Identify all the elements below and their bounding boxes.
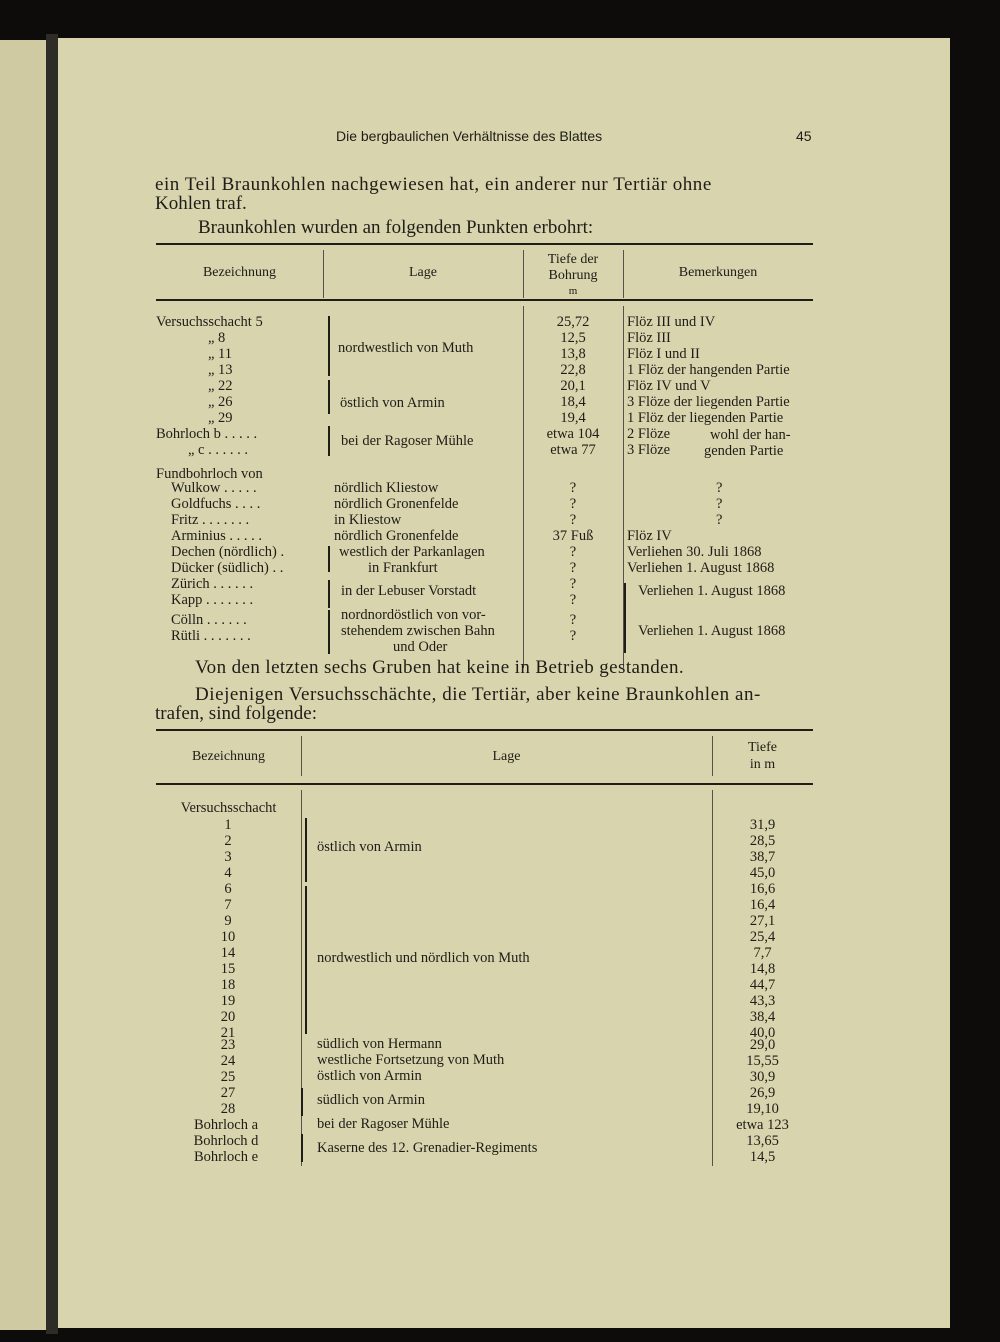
t2-row-tiefe: 38,4 [749, 1009, 776, 1025]
t2-row-name: 27 [220, 1085, 236, 1101]
t1-row-name: „ c . . . . . . [188, 442, 248, 458]
t1-header-tiefe-1: Tiefe der [547, 252, 599, 267]
t2-row-name: 3 [224, 849, 232, 865]
intro-line-1: ein Teil Braunkohlen nachgewiesen hat, ein anderer nur Tertiär ohne [155, 174, 712, 195]
t1-row-name: Dücker (südlich) . . [171, 560, 284, 576]
t2-row-tiefe: 19,10 [746, 1101, 779, 1117]
t2-row-name: 7 [224, 897, 232, 913]
t1-row-tiefe: 12,5 [560, 330, 586, 346]
page-number: 45 [796, 128, 812, 144]
t2-row-tiefe: 14,8 [749, 961, 776, 977]
t1-row-bemerkung: Verliehen 1. August 1868 [627, 560, 775, 576]
t1-lage-arminius: nördlich Gronenfelde [334, 528, 459, 544]
t2-row-name: 21 [220, 1025, 236, 1041]
t1-row-bemerkung: Verliehen 30. Juli 1868 [627, 544, 762, 560]
t2-row-name: Bohrloch d [193, 1133, 259, 1149]
t1-row-name: „ 22 [208, 378, 233, 394]
t2-header-lage: Lage [492, 749, 521, 764]
t2-lage-fortsetzung: westliche Fortsetzung von Muth [317, 1052, 505, 1068]
t2-row-name: 15 [220, 961, 236, 977]
t2-row-name: 19 [220, 993, 236, 1009]
t1-bem-floeze-1: wohl der han- [710, 427, 791, 443]
t1-row-name: Fundbohrloch von [156, 466, 263, 482]
t1-header-bezeichnung: Bezeichnung [202, 265, 277, 280]
t2-row-tiefe: 7,7 [753, 945, 772, 961]
t2-lage-suedarmin: südlich von Armin [317, 1092, 425, 1108]
t2-header-tiefe-1: Tiefe [747, 740, 778, 755]
t1-row-bemerkung: Flöz III [627, 330, 671, 346]
t2-row-tiefe: 43,3 [749, 993, 776, 1009]
t2-row-tiefe: 26,9 [749, 1085, 776, 1101]
running-header: Die bergbaulichen Verhältnisse des Blattes [336, 128, 603, 144]
t2-row-tiefe: 15,55 [746, 1053, 779, 1069]
t1-row-name: Cölln . . . . . . [171, 612, 247, 628]
t1-lage-duecker: in Frankfurt [368, 560, 438, 576]
book-spine [46, 34, 58, 1334]
t1-lage-coelln-2: stehendem zwischen Bahn [341, 623, 495, 639]
middle-line-1: Von den letzten sechs Gruben hat keine in Betrieb gestanden. [195, 657, 685, 678]
t2-row-name: 10 [220, 929, 236, 945]
t2-row-name: 9 [224, 913, 232, 929]
t1-lage-ragoser: bei der Ragoser Mühle [341, 433, 474, 449]
t2-row-name: 18 [220, 977, 236, 993]
t1-row-name: Arminius . . . . . [171, 528, 263, 544]
t2-row-tiefe: 40,0 [749, 1025, 776, 1041]
t1-row-tiefe: ? [569, 512, 577, 528]
t1-row-tiefe: 19,4 [560, 410, 586, 426]
t1-row-name: Kapp . . . . . . . [171, 592, 254, 608]
t1-row-bemerkung: 2 Flöze [627, 426, 671, 442]
t1-row-tiefe: ? [569, 628, 577, 644]
t1-lage-coelln-3: und Oder [393, 639, 448, 655]
t1-row-name: „ 13 [208, 362, 233, 378]
t2-row-name: 2 [224, 833, 232, 849]
t2-row-tiefe: 31,9 [749, 817, 776, 833]
t1-row-tiefe: ? [569, 576, 577, 592]
t1-row-bemerkung: Flöz IV [627, 528, 672, 544]
t1-row-tiefe: ? [569, 480, 577, 496]
t2-row-name: 28 [220, 1101, 236, 1117]
t1-lage-goldfuchs: nördlich Gronenfelde [334, 496, 459, 512]
t1-row-bemerkung: Flöz IV und V [627, 378, 711, 394]
t1-lage-coelln-1: nordnordöstlich von vor- [341, 607, 486, 623]
t2-header-tiefe-2: in m [749, 757, 776, 772]
t1-header-lage: Lage [409, 265, 437, 280]
t2-lage-hermann: südlich von Hermann [317, 1036, 442, 1052]
t1-row-name: „ 11 [208, 346, 233, 362]
t1-row-name: Rütli . . . . . . . [171, 628, 251, 644]
middle-line-2: Diejenigen Versuchsschächte, die Tertiär, aber keine Braunkohlen an- [195, 684, 761, 705]
t2-row-tiefe: 29,0 [749, 1037, 776, 1053]
t2-lage-kaserne: Kaserne des 12. Grenadier-Regiments [317, 1140, 538, 1156]
t2-row-name: Bohrloch a [193, 1117, 259, 1133]
t2-lage-armin-25: östlich von Armin [317, 1068, 422, 1084]
t1-row-bemerkung: Flöz III und IV [627, 314, 716, 330]
t1-lage-armin: östlich von Armin [340, 395, 445, 411]
t2-row-name: 25 [220, 1069, 236, 1085]
t1-row-tiefe: etwa 104 [546, 426, 600, 442]
t1-row-bemerkung: ? [716, 480, 723, 496]
t2-lage-ragoser: bei der Ragoser Mühle [317, 1116, 450, 1132]
t1-lage-wulkow: nördlich Kliestow [334, 480, 439, 496]
t1-header-tiefe-unit: m [568, 285, 578, 297]
t1-row-tiefe: etwa 77 [550, 442, 596, 458]
t2-header-bezeichnung: Bezeichnung [191, 749, 266, 764]
t2-row-name: 1 [224, 817, 232, 833]
t2-title-row: Versuchsschacht [180, 800, 277, 816]
t1-row-tiefe: ? [569, 612, 577, 628]
t1-row-name: Fritz . . . . . . . [171, 512, 250, 528]
middle-line-3: trafen, sind folgende: [155, 703, 317, 724]
t1-row-tiefe: 25,72 [556, 314, 590, 330]
t1-row-tiefe: ? [569, 496, 577, 512]
t2-row-tiefe: 45,0 [749, 865, 776, 881]
t1-lage-dechen: westlich der Parkanlagen [339, 544, 485, 560]
t2-row-name: 24 [220, 1053, 236, 1069]
t1-row-name: Zürich . . . . . . [171, 576, 254, 592]
t1-row-name: „ 29 [208, 410, 233, 426]
t1-lage-muth: nordwestlich von Muth [338, 340, 474, 356]
t2-row-tiefe: 16,4 [749, 897, 776, 913]
t1-row-tiefe: 22,8 [560, 362, 586, 378]
t2-lage-armin: östlich von Armin [317, 839, 422, 855]
t1-row-name: „ 8 [208, 330, 226, 346]
t1-lage-fritz: in Kliestow [334, 512, 402, 528]
t1-row-tiefe: 20,1 [560, 378, 586, 394]
facing-page-edge [0, 40, 49, 1330]
t1-row-tiefe: 37 Fuß [552, 528, 594, 544]
t2-row-name: Bohrloch e [193, 1149, 259, 1165]
t2-row-tiefe: 16,6 [749, 881, 776, 897]
intro-line-2: Kohlen traf. [155, 193, 247, 214]
t1-row-bemerkung: ? [716, 496, 723, 512]
t2-row-tiefe: 44,7 [749, 977, 776, 993]
t2-row-tiefe: 27,1 [749, 913, 776, 929]
t1-row-bemerkung: Flöz I und II [627, 346, 700, 362]
t2-row-name: 6 [224, 881, 232, 897]
t1-row-bemerkung: 1 Flöz der hangenden Partie [627, 362, 790, 378]
t2-row-name: 20 [220, 1009, 236, 1025]
t2-row-tiefe: 25,4 [749, 929, 776, 945]
t1-lage-zuerich: in der Lebuser Vorstadt [341, 583, 477, 599]
t1-header-tiefe-2: Bohrung [548, 268, 598, 283]
t1-row-bemerkung: 1 Flöz der liegenden Partie [627, 410, 784, 426]
t1-header-bemerkungen: Bemerkungen [678, 265, 758, 280]
t2-row-tiefe: 13,65 [746, 1133, 779, 1149]
t1-row-bemerkung: 3 Flöze [627, 442, 671, 458]
t2-lage-muth: nordwestlich und nördlich von Muth [317, 950, 530, 966]
t2-row-tiefe: etwa 123 [736, 1117, 789, 1133]
t1-row-bemerkung: ? [716, 512, 723, 528]
t1-row-name: „ 26 [208, 394, 233, 410]
t2-row-tiefe: 14,5 [749, 1149, 776, 1165]
t2-row-name: 14 [220, 945, 236, 961]
t1-row-tiefe: ? [569, 560, 577, 576]
t1-row-tiefe: ? [569, 544, 577, 560]
t1-row-tiefe: 18,4 [560, 394, 586, 410]
t1-row-tiefe: 13,8 [560, 346, 586, 362]
t1-row-name: Wulkow . . . . . [171, 480, 257, 496]
t2-row-name: 4 [224, 865, 232, 881]
t1-row-tiefe: ? [569, 592, 577, 608]
t2-row-tiefe: 28,5 [749, 833, 776, 849]
t2-row-tiefe: 30,9 [749, 1069, 776, 1085]
t1-bem-floeze-2: genden Partie [704, 443, 784, 459]
t1-row-name: Bohrloch b . . . . . [156, 426, 258, 442]
t1-row-bemerkung: 3 Flöze der liegenden Partie [627, 394, 790, 410]
book-page [58, 38, 950, 1328]
t1-bem-zuerich: Verliehen 1. August 1868 [638, 583, 786, 599]
t1-row-name: Versuchsschacht 5 [156, 314, 263, 330]
t2-row-tiefe: 38,7 [749, 849, 776, 865]
t1-bem-coelln: Verliehen 1. August 1868 [638, 623, 786, 639]
t1-row-name: Dechen (nördlich) . [171, 544, 285, 560]
intro-line-3: Braunkohlen wurden an folgenden Punkten erbohrt: [198, 217, 594, 238]
t1-row-name: Goldfuchs . . . . [171, 496, 261, 512]
t2-row-name: 23 [220, 1037, 236, 1053]
